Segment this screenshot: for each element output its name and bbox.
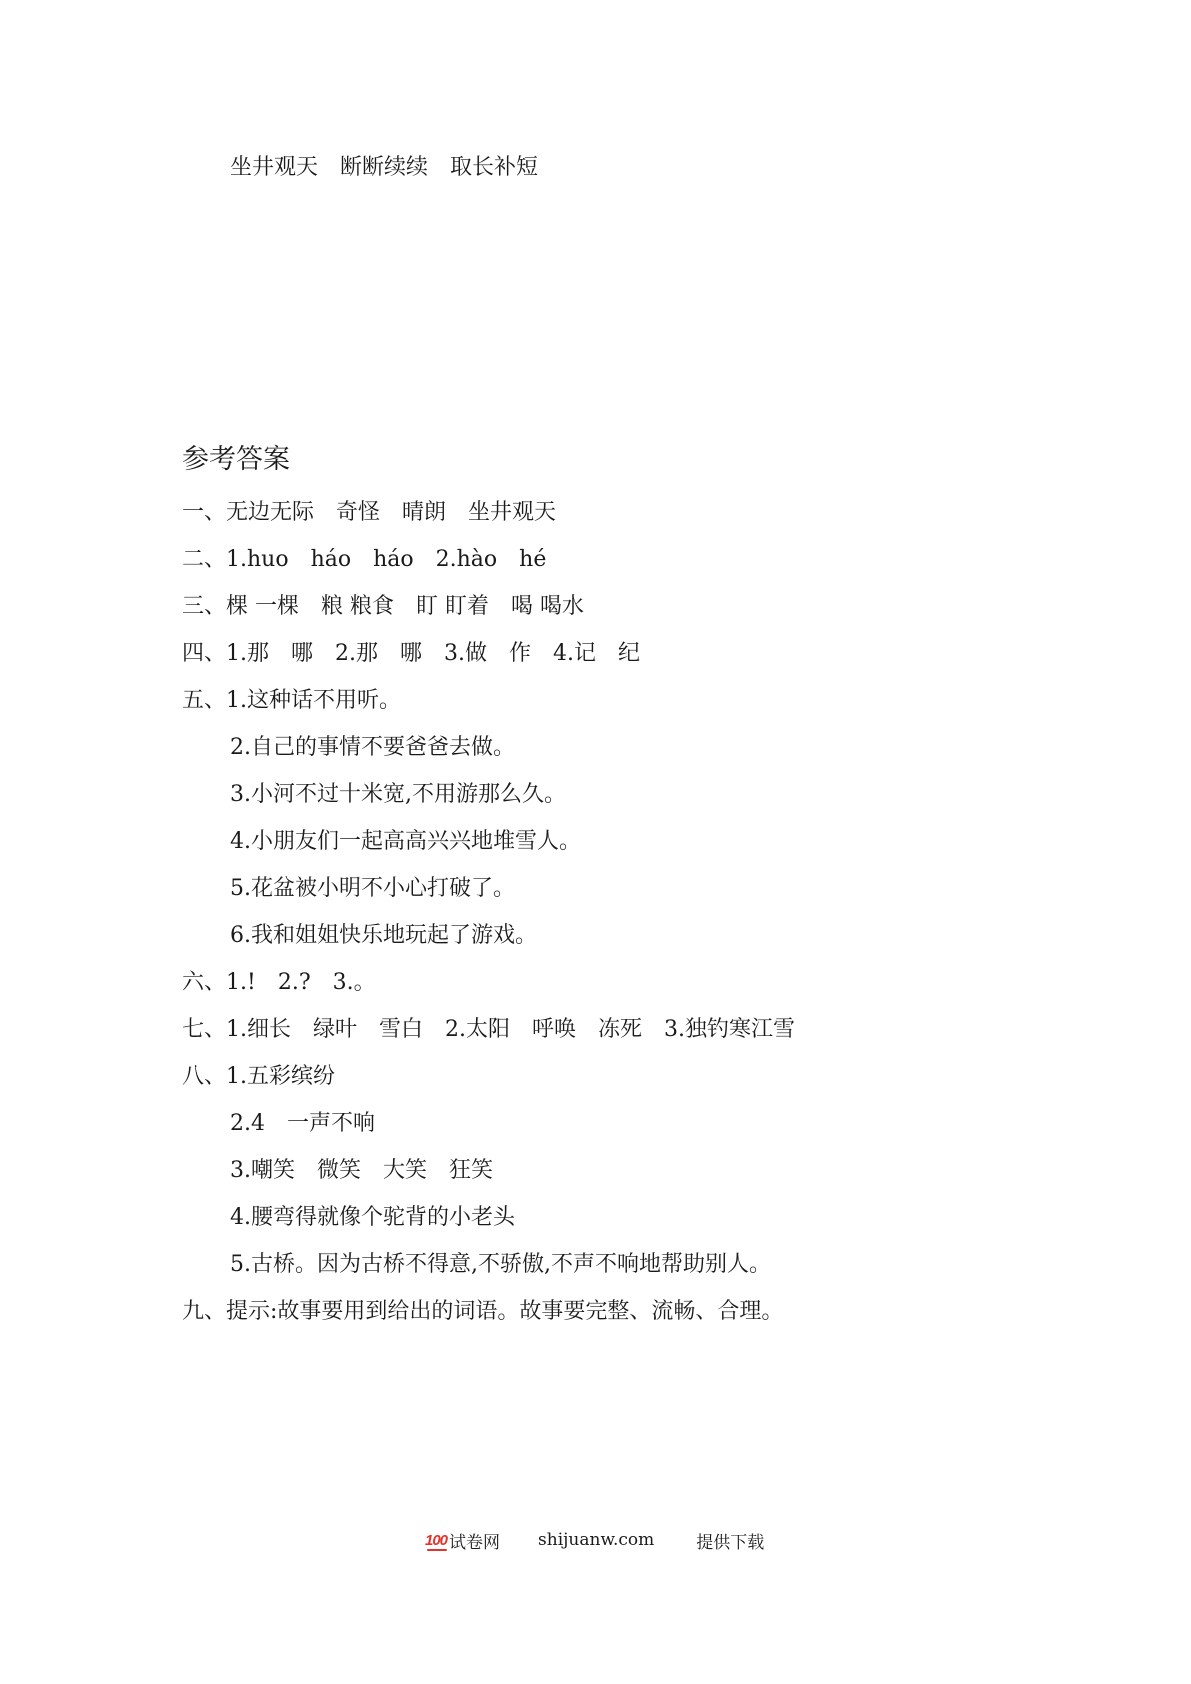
answer-section-5-item-4: 4.小朋友们一起高高兴兴地堆雪人。 <box>230 829 581 854</box>
answer-section-2: 二、1.huo háo háo 2.hào hé <box>182 547 547 572</box>
answer-section-8-item-4: 4.腰弯得就像个驼背的小老头 <box>230 1205 515 1230</box>
answer-section-8-item-1: 八、1.五彩缤纷 <box>182 1064 335 1089</box>
answer-section-3: 三、棵 一棵 粮 粮食 盯 盯着 喝 喝水 <box>182 594 584 619</box>
answer-section-7: 七、1.细长 绿叶 雪白 2.太阳 呼唤 冻死 3.独钓寒江雪 <box>182 1017 795 1042</box>
site-domain: shijuanw.com <box>538 1530 655 1550</box>
site-logo: 100 <box>425 1531 448 1549</box>
answer-section-5-item-1: 五、1.这种话不用听。 <box>182 688 401 713</box>
answer-section-8-item-5: 5.古桥。因为古桥不得意,不骄傲,不声不响地帮助别人。 <box>230 1252 771 1277</box>
top-idioms-line: 坐井观天 断断续续 取长补短 <box>230 155 539 180</box>
page-footer <box>425 1528 764 1552</box>
site-name: 试卷网 <box>449 1532 501 1553</box>
answer-section-8-item-2: 2.4 一声不响 <box>230 1111 375 1136</box>
answer-section-8-item-3: 3.嘲笑 微笑 大笑 狂笑 <box>230 1158 493 1183</box>
answer-section-4: 四、1.那 哪 2.那 哪 3.做 作 4.记 纪 <box>182 641 640 666</box>
answer-section-5-item-6: 6.我和姐姐快乐地玩起了游戏。 <box>230 923 537 948</box>
answer-section-1: 一、无边无际 奇怪 晴朗 坐井观天 <box>182 500 557 525</box>
answer-section-5-item-3: 3.小河不过十米宽,不用游那么久。 <box>230 782 566 807</box>
answer-section-9: 九、提示:故事要用到给出的词语。故事要完整、流畅、合理。 <box>182 1299 784 1324</box>
answer-section-6: 六、1.! 2.? 3.。 <box>182 970 376 995</box>
answer-section-5-item-5: 5.花盆被小明不小心打破了。 <box>230 876 515 901</box>
answers-title: 参考答案 <box>182 444 290 475</box>
footer-tagline: 提供下载 <box>696 1532 765 1553</box>
answer-section-5-item-2: 2.自己的事情不要爸爸去做。 <box>230 735 515 760</box>
